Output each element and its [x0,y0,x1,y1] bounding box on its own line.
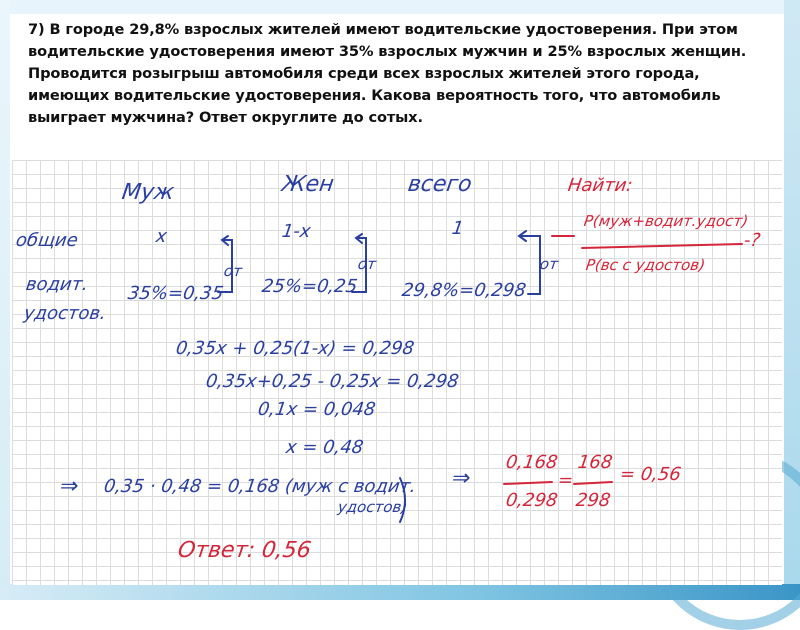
men-total: x [154,226,169,247]
header-men: Муж [120,180,176,205]
frame-left [0,0,10,600]
header-women: Жен [280,172,336,197]
find-label: Найти: [566,175,634,196]
all-total: 1 [450,218,465,239]
problem-statement: 7) В городе 29,8% взрослых жителей имеют водительские удостоверения. При этом водительские удостоверения имеют 35% взрослых мужчин и 25% взрослых женщин. Проводится розыгрыш автомобиля среди всех взрослых жителей этого города, имеющих водительские удостоверения. Какова вероятность того, что автомобиль выиграет мужчина? Ответ округлите до сотых. [28,21,747,126]
fraction2-numerator: 168 [576,452,614,473]
all-licensed: 29,8%=0,298 [400,280,528,301]
header-all: всего [406,172,474,197]
fraction-equals: = [556,470,575,491]
find-denominator: P(вс с удостов) [584,256,707,274]
equation-4: x = 0,48 [284,437,365,458]
final-answer: Ответ: 0,56 [176,538,313,563]
equation-1: 0,35x + 0,25(1-x) = 0,298 [174,338,416,359]
find-numerator: P(муж+водит.удост) [582,212,750,230]
calc-line-2: удостов) [336,498,409,516]
fraction-result: = 0,56 [618,464,683,485]
fraction1-numerator: 0,168 [504,452,560,473]
equation-3: 0,1x = 0,048 [256,399,377,420]
arrow-left: ⇒ [58,474,81,499]
fraction2-denominator: 298 [574,490,612,511]
arrow-right: ⇒ [450,466,473,491]
calc-line: 0,35 · 0,48 = 0,168 (муж с водит. [102,476,418,497]
from-label-all: от [538,255,560,273]
find-equals: -? [742,230,762,251]
men-licensed: 35%=0,35 [126,283,225,304]
women-licensed: 25%=0,25 [260,276,359,297]
fraction1-denominator: 0,298 [504,490,560,511]
from-label-women: от [356,255,378,273]
frame-top [0,0,800,14]
row-label-total: общие [14,230,80,251]
women-total: 1-x [280,221,313,242]
row-label-licensed-2: удостов. [22,303,108,324]
from-label-men: от [222,262,244,280]
equation-2: 0,35x+0,25 - 0,25x = 0,298 [204,371,461,392]
row-label-licensed-1: водит. [24,274,90,295]
